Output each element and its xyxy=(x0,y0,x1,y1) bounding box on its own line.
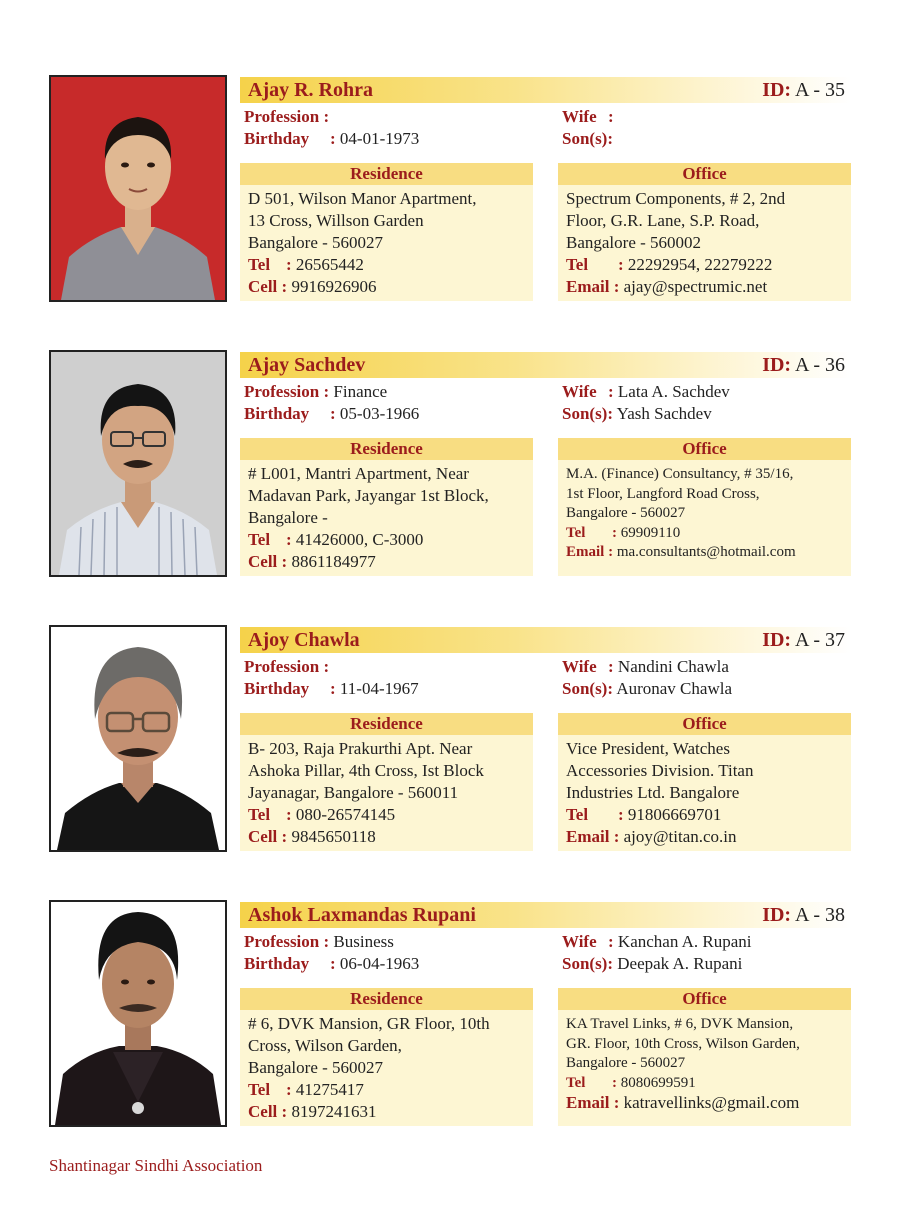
member-id xyxy=(762,352,845,378)
portrait-image xyxy=(51,352,225,575)
office-panel xyxy=(558,163,851,301)
tel-value: 8080699591 xyxy=(620,1074,696,1091)
profession-value: Finance xyxy=(333,382,388,401)
sons-value: Auronav Chawla xyxy=(616,679,732,698)
residence-address xyxy=(248,1013,527,1123)
address-line: Bangalore - xyxy=(248,508,328,527)
sons-value: Deepak A. Rupani xyxy=(617,954,743,973)
office-heading: Office xyxy=(558,163,851,185)
sons-label: Son(s): xyxy=(562,129,614,148)
member-name: Ajay R. Rohra xyxy=(248,79,373,101)
address-line: Spectrum Components, # 2, 2nd xyxy=(566,189,786,208)
member-name: Ajoy Chawla xyxy=(248,629,360,651)
wife-label: Wife xyxy=(562,657,597,676)
birthday-colon: : xyxy=(330,954,336,973)
birthday-label: Birthday xyxy=(244,679,310,698)
tel-label: Tel xyxy=(248,1080,271,1099)
address-line: Bangalore - 560027 xyxy=(566,1055,686,1071)
member-photo xyxy=(49,75,227,302)
sons-field xyxy=(562,128,613,150)
tel-label: Tel xyxy=(248,255,271,274)
tel-line xyxy=(566,804,845,826)
member-entry xyxy=(0,625,900,855)
email-label: Email : xyxy=(566,1093,620,1112)
cell-label: Cell : xyxy=(248,1102,288,1121)
profession-label: Profession : xyxy=(244,932,330,951)
wife-label: Wife xyxy=(562,382,597,401)
office-address xyxy=(566,1015,845,1113)
tel-line xyxy=(566,1074,845,1094)
office-panel xyxy=(558,713,851,851)
email-line xyxy=(566,826,845,848)
address-line: KA Travel Links, # 6, DVK Mansion, xyxy=(566,1016,794,1032)
cell-value: 9845650118 xyxy=(291,827,376,846)
residence-heading: Residence xyxy=(240,163,533,185)
tel-value: 69909110 xyxy=(620,524,681,541)
address-line: Jayanagar, Bangalore - 560011 xyxy=(248,783,459,802)
sons-field xyxy=(562,678,732,700)
profession-field xyxy=(244,931,394,953)
sons-field xyxy=(562,953,742,975)
cell-line xyxy=(248,1101,527,1123)
profession-label: Profession : xyxy=(244,657,330,676)
cell-label: Cell : xyxy=(248,827,288,846)
tel-line xyxy=(248,529,527,551)
wife-colon: : xyxy=(608,932,614,951)
footer-association-name: Shantinagar Sindhi Association xyxy=(49,1156,263,1175)
residence-address xyxy=(248,463,527,573)
tel-colon: : xyxy=(618,805,624,824)
wife-value: Nandini Chawla xyxy=(617,657,729,676)
office-panel xyxy=(558,438,851,576)
id-label: ID: xyxy=(762,79,792,101)
tel-colon: : xyxy=(286,255,292,274)
wife-value: Lata A. Sachdev xyxy=(617,382,730,401)
wife-label: Wife xyxy=(562,107,597,126)
address-line: # 6, DVK Mansion, GR Floor, 10th xyxy=(248,1014,490,1033)
wife-value: Kanchan A. Rupani xyxy=(617,932,752,951)
email-label: Email : xyxy=(566,544,614,560)
office-address xyxy=(566,465,845,563)
address-line: 13 Cross, Willson Garden xyxy=(248,211,424,230)
tel-colon: : xyxy=(618,255,624,274)
office-heading: Office xyxy=(558,713,851,735)
member-name: Ajay Sachdev xyxy=(248,354,366,376)
name-bar xyxy=(240,902,851,928)
residence-panel xyxy=(240,438,533,576)
wife-label: Wife xyxy=(562,932,597,951)
birthday-label: Birthday xyxy=(244,129,310,148)
portrait-image xyxy=(51,902,225,1125)
name-bar xyxy=(240,77,851,103)
office-heading: Office xyxy=(558,988,851,1010)
office-panel xyxy=(558,988,851,1126)
address-line: B- 203, Raja Prakurthi Apt. Near xyxy=(248,739,473,758)
tel-value: 41426000, C-3000 xyxy=(295,530,424,549)
member-id xyxy=(762,902,845,928)
address-line: Cross, Wilson Garden, xyxy=(248,1036,402,1055)
member-entry xyxy=(0,75,900,305)
birthday-label: Birthday xyxy=(244,404,310,423)
tel-colon: : xyxy=(286,530,292,549)
tel-label: Tel xyxy=(248,530,271,549)
member-photo xyxy=(49,350,227,577)
address-line: Bangalore - 560002 xyxy=(566,233,702,252)
tel-line xyxy=(248,804,527,826)
wife-colon: : xyxy=(608,107,614,126)
email-line xyxy=(566,543,845,563)
sons-field xyxy=(562,403,712,425)
tel-line xyxy=(566,524,845,544)
birthday-field xyxy=(244,403,419,425)
address-line: Bangalore - 560027 xyxy=(248,1058,384,1077)
tel-colon: : xyxy=(612,1074,617,1091)
wife-field xyxy=(562,931,752,953)
cell-line xyxy=(248,826,527,848)
tel-line xyxy=(566,254,845,276)
portrait-image xyxy=(51,627,225,850)
id-value: A - 38 xyxy=(795,904,845,926)
address-line: Ashoka Pillar, 4th Cross, Ist Block xyxy=(248,761,484,780)
tel-line xyxy=(248,1079,527,1101)
tel-label: Tel xyxy=(566,524,586,541)
sons-label: Son(s): xyxy=(562,404,614,423)
tel-value: 26565442 xyxy=(295,255,364,274)
cell-label: Cell : xyxy=(248,552,288,571)
tel-value: 080-26574145 xyxy=(295,805,396,824)
id-label: ID: xyxy=(762,629,792,651)
office-heading: Office xyxy=(558,438,851,460)
sons-label: Son(s): xyxy=(562,954,614,973)
member-photo xyxy=(49,900,227,1127)
address-line: M.A. (Finance) Consultancy, # 35/16, xyxy=(566,466,794,482)
address-line: Industries Ltd. Bangalore xyxy=(566,783,740,802)
birthday-field xyxy=(244,953,419,975)
email-line xyxy=(566,1093,845,1113)
birthday-colon: : xyxy=(330,404,336,423)
address-line: Bangalore - 560027 xyxy=(566,505,686,521)
portrait-image xyxy=(51,77,225,300)
residence-heading: Residence xyxy=(240,713,533,735)
profession-label: Profession : xyxy=(244,382,330,401)
residence-panel xyxy=(240,713,533,851)
birthday-colon: : xyxy=(330,679,336,698)
id-value: A - 37 xyxy=(795,629,845,651)
member-entry xyxy=(0,350,900,580)
tel-colon: : xyxy=(612,524,617,541)
address-line: Vice President, Watches xyxy=(566,739,730,758)
birthday-field xyxy=(244,128,419,150)
birthday-value: 06-04-1963 xyxy=(339,954,420,973)
wife-colon: : xyxy=(608,382,614,401)
birthday-value: 11-04-1967 xyxy=(339,679,419,698)
member-name: Ashok Laxmandas Rupani xyxy=(248,904,476,926)
residence-heading: Residence xyxy=(240,988,533,1010)
wife-colon: : xyxy=(608,657,614,676)
profession-field xyxy=(244,381,387,403)
profession-value: Business xyxy=(333,932,394,951)
id-label: ID: xyxy=(762,904,792,926)
residence-panel xyxy=(240,163,533,301)
email-value[interactable]: ajay@spectrumic.net xyxy=(623,277,768,296)
profession-label: Profession : xyxy=(244,107,330,126)
tel-colon: : xyxy=(286,805,292,824)
cell-value: 9916926906 xyxy=(291,277,377,296)
member-photo xyxy=(49,625,227,852)
address-line: Floor, G.R. Lane, S.P. Road, xyxy=(566,211,760,230)
sons-label: Son(s): xyxy=(562,679,614,698)
address-line: # L001, Mantri Apartment, Near xyxy=(248,464,469,483)
birthday-value: 04-01-1973 xyxy=(339,129,420,148)
member-entry xyxy=(0,900,900,1130)
cell-label: Cell : xyxy=(248,277,288,296)
address-line: 1st Floor, Langford Road Cross, xyxy=(566,485,760,502)
tel-value: 91806669701 xyxy=(627,805,722,824)
member-id xyxy=(762,77,845,103)
profession-field xyxy=(244,106,329,128)
birthday-colon: : xyxy=(330,129,336,148)
tel-line xyxy=(248,254,527,276)
cell-line xyxy=(248,551,527,573)
email-value[interactable]: ma.consultants@hotmail.com xyxy=(616,544,796,560)
name-bar xyxy=(240,352,851,378)
wife-field xyxy=(562,106,614,128)
wife-field xyxy=(562,656,729,678)
tel-value: 41275417 xyxy=(295,1080,364,1099)
address-line: D 501, Wilson Manor Apartment, xyxy=(248,189,477,208)
email-line xyxy=(566,276,845,298)
office-address xyxy=(566,738,845,848)
birthday-label: Birthday xyxy=(244,954,310,973)
address-line: Accessories Division. Titan xyxy=(566,761,754,780)
residence-panel xyxy=(240,988,533,1126)
cell-value: 8197241631 xyxy=(291,1102,377,1121)
email-label: Email : xyxy=(566,827,620,846)
birthday-value: 05-03-1966 xyxy=(339,404,420,423)
cell-line xyxy=(248,276,527,298)
address-line: Bangalore - 560027 xyxy=(248,233,384,252)
email-value[interactable]: ajoy@titan.co.in xyxy=(623,827,737,846)
sons-value: Yash Sachdev xyxy=(616,404,712,423)
email-value[interactable]: katravellinks@gmail.com xyxy=(623,1093,800,1112)
profession-field xyxy=(244,656,329,678)
tel-colon: : xyxy=(286,1080,292,1099)
birthday-field xyxy=(244,678,419,700)
office-address xyxy=(566,188,845,298)
tel-value: 22292954, 22279222 xyxy=(627,255,773,274)
wife-field xyxy=(562,381,730,403)
residence-address xyxy=(248,188,527,298)
address-line: GR. Floor, 10th Cross, Wilson Garden, xyxy=(566,1035,800,1052)
cell-value: 8861184977 xyxy=(291,552,376,571)
name-bar xyxy=(240,627,851,653)
member-id xyxy=(762,627,845,653)
tel-label: Tel xyxy=(566,805,589,824)
residence-heading: Residence xyxy=(240,438,533,460)
id-value: A - 35 xyxy=(795,79,845,101)
residence-address xyxy=(248,738,527,848)
address-line: Madavan Park, Jayangar 1st Block, xyxy=(248,486,489,505)
id-label: ID: xyxy=(762,354,792,376)
email-label: Email : xyxy=(566,277,620,296)
tel-label: Tel xyxy=(566,1074,586,1091)
tel-label: Tel xyxy=(248,805,271,824)
tel-label: Tel xyxy=(566,255,589,274)
id-value: A - 36 xyxy=(795,354,845,376)
